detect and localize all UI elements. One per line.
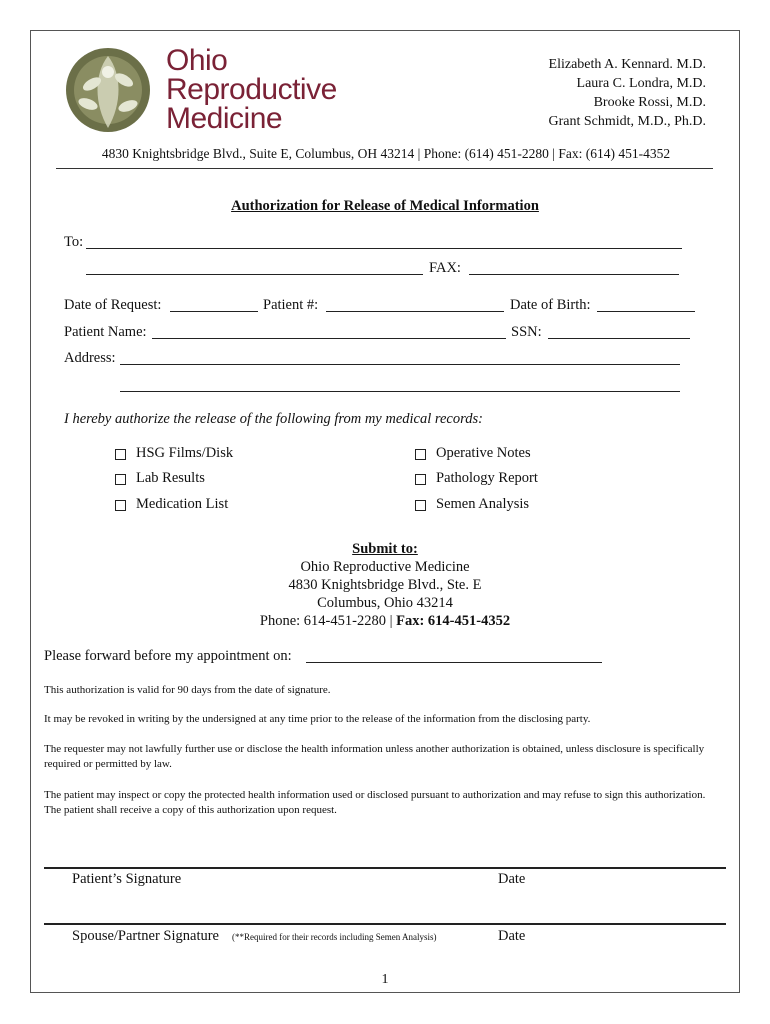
logo [64,44,364,140]
submit-city: Columbus, Ohio 43214 [317,595,453,611]
option-label-lab-results: Lab Results [136,470,205,486]
checkbox-operative-notes[interactable] [415,449,426,460]
doctor-name: Grant Schmidt, M.D., Ph.D. [548,114,706,129]
date-of-request-input-line[interactable] [170,311,258,312]
appointment-date-input-line[interactable] [306,662,602,663]
checkbox-semen-analysis[interactable] [415,500,426,511]
doctor-name: Laura C. Londra, M.D. [576,76,706,91]
date-of-request-label: Date of Request: [64,297,162,313]
address-input-line-2[interactable] [120,391,680,392]
paragraph-inspection: The patient may inspect or copy the protected health information used or disclosed pursuant to authorization and may refuse to sign this authorization. The patient shall receive a copy of this authorization upon request. [44,789,706,816]
forward-label: Please forward before my appointment on: [44,648,292,664]
date-label: Date [498,871,526,887]
option-label-medication-list: Medication List [136,496,229,512]
date-label-2: Date [498,928,526,944]
page-number: 1 [381,972,389,987]
patient-number-label: Patient #: [263,297,319,313]
patient-number-input-line[interactable] [326,311,504,312]
fax-input-line[interactable] [469,274,679,275]
patient-name-label: Patient Name: [64,324,147,340]
option-label-pathology-report: Pathology Report [436,470,538,486]
submit-contact [0,612,770,630]
clinic-address: 4830 Knightsbridge Blvd., Suite E, Columbus, OH 43214 | Phone: (614) 451-2280 | Fax: (614) 451-4352 [101,146,671,161]
patient-signature-line[interactable] [44,867,726,869]
date-of-birth-input-line[interactable] [597,311,695,312]
spouse-signature-note: (**Required for their records including Semen Analysis) [232,932,437,942]
doctor-name: Elizabeth A. Kennard. M.D. [548,57,706,72]
authorize-statement: I hereby authorize the release of the following from my medical records: [64,411,483,427]
patient-signature-label: Patient’s Signature [72,871,182,887]
checkbox-hsg[interactable] [115,449,126,460]
submit-phone: Phone: 614-451-2280 | [259,613,393,629]
header-divider [56,168,713,169]
ssn-input-line[interactable] [548,338,690,339]
to-input-line[interactable] [86,248,682,249]
to-input-line-2[interactable] [86,274,423,275]
checkbox-lab-results[interactable] [115,474,126,485]
paragraph-redisclosure: The requester may not lawfully further use or disclose the health information unless another authorization is obtained, unless disclosure is specifically required or permitted by law. [44,743,705,770]
submit-to-block [0,540,770,630]
paragraph-revocation: It may be revoked in writing by the undersigned at any time prior to the release of the information from the disclosing party. [44,713,591,725]
fax-label: FAX: [429,260,461,276]
checkbox-medication-list[interactable] [115,500,126,511]
option-label-semen-analysis: Semen Analysis [436,496,530,512]
form-title: Authorization for Release of Medical Information [231,198,539,214]
brand-name [166,46,337,133]
spouse-signature-label: Spouse/Partner Signature [72,928,219,944]
option-label-hsg: HSG Films/Disk [136,445,234,461]
option-label-operative-notes: Operative Notes [436,445,531,461]
checkbox-pathology-report[interactable] [415,474,426,485]
address-input-line[interactable] [120,364,680,365]
date-of-birth-label: Date of Birth: [510,297,591,313]
patient-name-input-line[interactable] [152,338,506,339]
to-label: To: [64,234,84,250]
submit-heading: Submit to: [352,541,418,557]
brand-line-3: Medicine [166,102,283,135]
submit-fax: Fax: 614-451-4352 [396,613,511,629]
submit-street: 4830 Knightsbridge Blvd., Ste. E [288,577,482,593]
ssn-label: SSN: [511,324,542,340]
address-label: Address: [64,350,116,366]
spouse-signature-line[interactable] [44,923,726,925]
paragraph-validity: This authorization is valid for 90 days from the date of signature. [44,684,331,696]
submit-org: Ohio Reproductive Medicine [300,559,470,575]
logo-emblem-icon [64,44,160,140]
doctor-list [549,55,707,131]
brand-line-1: Ohio [166,44,228,77]
doctor-name: Brooke Rossi, M.D. [593,95,706,110]
brand-line-2: Reproductive [166,73,337,106]
